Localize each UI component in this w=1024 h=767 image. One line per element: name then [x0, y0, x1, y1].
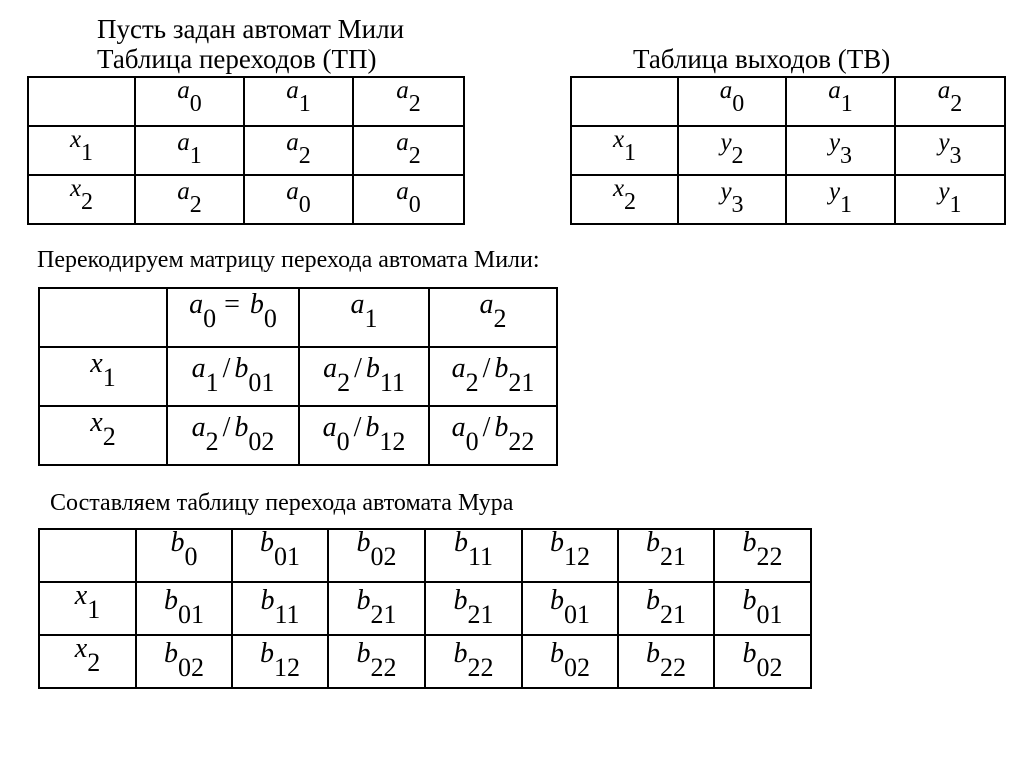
- table-cell: [232, 582, 328, 635]
- symbol-subscript: 2: [408, 143, 421, 169]
- cell-symbol: [177, 129, 202, 169]
- row-symbol: [69, 125, 94, 166]
- table-cell: [786, 175, 895, 224]
- symbol-subscript: 2: [731, 143, 744, 169]
- corner-cell: [39, 529, 136, 582]
- header-symbol: [742, 527, 783, 571]
- table-header-row: [39, 529, 811, 582]
- table-cell: [425, 582, 522, 635]
- cell-symbol: [322, 411, 406, 456]
- symbol-letter: a: [286, 178, 299, 205]
- symbol-subscript: 2: [205, 426, 219, 456]
- symbol-subscript: 1: [840, 192, 853, 218]
- slash-sign: /: [353, 411, 362, 443]
- cell-symbol: [191, 411, 275, 456]
- symbol-subscript: 0: [189, 90, 202, 117]
- symbol-letter: b: [234, 411, 249, 443]
- symbol-subscript: 0: [298, 192, 311, 218]
- table-row: [39, 582, 811, 635]
- table-row: [39, 635, 811, 688]
- header-symbol: [550, 527, 590, 571]
- cell-symbol: [323, 352, 405, 397]
- corner-cell: [571, 77, 678, 126]
- table-cell: [522, 582, 618, 635]
- symbol-letter: y: [938, 129, 950, 156]
- symbol-subscript: 0: [336, 426, 350, 456]
- header-symbol: [453, 527, 494, 571]
- cell-symbol: [550, 584, 590, 629]
- header-symbol: [356, 527, 397, 571]
- symbol-subscript: 0: [408, 192, 421, 218]
- cell-symbol: [453, 584, 494, 629]
- symbol-letter: b: [164, 637, 178, 669]
- symbol-letter: b: [494, 352, 509, 384]
- symbol-letter: b: [249, 289, 264, 320]
- symbol-subscript: 21: [370, 599, 397, 629]
- symbol-letter: a: [451, 352, 466, 384]
- symbol-letter: b: [365, 411, 380, 443]
- symbol-letter: a: [396, 76, 409, 104]
- slash-sign: /: [482, 352, 491, 384]
- header-symbol: [646, 527, 686, 571]
- symbol-letter: b: [170, 527, 185, 558]
- symbol-letter: b: [356, 637, 371, 669]
- table-cell: [135, 126, 244, 175]
- symbol-letter: a: [719, 76, 733, 104]
- symbol-letter: b: [550, 584, 564, 616]
- symbol-letter: a: [191, 411, 206, 443]
- table-cell: [136, 635, 232, 688]
- symbol-letter: b: [164, 584, 178, 616]
- symbol-subscript: 11: [379, 367, 405, 397]
- column-header: [429, 288, 557, 347]
- table-row: [28, 126, 464, 175]
- title-output-table: Таблица выходов (ТВ): [633, 44, 891, 74]
- table-cell: [895, 175, 1005, 224]
- symbol-letter: b: [356, 527, 371, 558]
- slash-sign: /: [482, 411, 491, 443]
- symbol-letter: x: [74, 580, 88, 611]
- symbol-letter: x: [90, 407, 103, 438]
- table-cell: [299, 406, 429, 465]
- cell-symbol: [260, 584, 300, 629]
- corner-cell: [39, 288, 167, 347]
- table-row: [39, 347, 557, 406]
- symbol-letter: a: [177, 178, 190, 205]
- symbol-subscript: 1: [205, 367, 219, 397]
- header-symbol: [350, 289, 378, 333]
- symbol-letter: a: [286, 76, 299, 104]
- symbol-subscript: 22: [756, 542, 783, 571]
- table-row: [28, 175, 464, 224]
- cell-symbol: [177, 178, 202, 218]
- symbol-subscript: 2: [465, 367, 479, 397]
- symbol-subscript: 01: [274, 542, 300, 571]
- symbol-subscript: 1: [87, 595, 101, 624]
- symbol-letter: a: [396, 178, 409, 205]
- cell-symbol: [260, 637, 300, 682]
- symbol-subscript: 21: [660, 542, 686, 571]
- cell-symbol: [828, 129, 853, 169]
- symbol-subscript: 2: [493, 304, 507, 333]
- symbol-letter: a: [479, 289, 494, 320]
- row-header: [39, 635, 136, 688]
- symbol-subscript: 21: [467, 599, 494, 629]
- slash-sign: /: [222, 411, 231, 443]
- symbol-letter: x: [69, 174, 82, 202]
- symbol-letter: y: [828, 129, 841, 156]
- symbol-subscript: 0: [465, 426, 479, 456]
- output-table: [570, 76, 1006, 225]
- symbol-letter: y: [828, 178, 841, 205]
- cell-symbol: [453, 637, 494, 682]
- symbol-subscript: 22: [467, 652, 494, 682]
- title-recode: Перекодируем матрицу перехода автомата Мили:: [37, 247, 540, 273]
- row-symbol: [90, 407, 116, 451]
- symbol-letter: a: [177, 129, 190, 156]
- symbol-subscript: 01: [564, 599, 590, 629]
- symbol-subscript: 3: [949, 143, 962, 169]
- header-symbol: [260, 527, 300, 571]
- cell-symbol: [356, 637, 397, 682]
- table-cell: [328, 582, 425, 635]
- moore-table: [38, 528, 812, 689]
- header-symbol: [170, 527, 198, 571]
- equals-sign: =: [224, 289, 240, 320]
- symbol-subscript: 1: [81, 139, 94, 166]
- symbol-subscript: 02: [756, 652, 783, 682]
- column-header: [353, 77, 464, 126]
- column-header: [232, 529, 328, 582]
- table-cell: [714, 635, 811, 688]
- cell-symbol: [286, 178, 311, 218]
- table-cell: [167, 406, 299, 465]
- header-symbol: [828, 76, 853, 117]
- column-header: [136, 529, 232, 582]
- header-symbol: [479, 289, 507, 333]
- row-symbol: [74, 580, 101, 624]
- cell-symbol: [286, 129, 311, 169]
- title-transition-table: Таблица переходов (ТП): [97, 44, 377, 74]
- symbol-subscript: 01: [756, 599, 783, 629]
- symbol-letter: a: [322, 411, 337, 443]
- symbol-subscript: 0: [184, 542, 198, 571]
- transition-table: [27, 76, 465, 225]
- symbol-letter: b: [494, 411, 509, 443]
- symbol-subscript: 01: [178, 599, 204, 629]
- symbol-letter: b: [365, 352, 380, 384]
- symbol-subscript: 1: [949, 192, 962, 218]
- table-cell: [328, 635, 425, 688]
- symbol-letter: b: [646, 584, 660, 616]
- table-header-row: [39, 288, 557, 347]
- cell-symbol: [550, 637, 590, 682]
- cell-symbol: [396, 178, 421, 218]
- symbol-subscript: 11: [467, 542, 494, 571]
- symbol-subscript: 2: [87, 648, 101, 677]
- cell-symbol: [646, 637, 686, 682]
- row-header: [28, 126, 135, 175]
- column-header: [678, 77, 786, 126]
- table-cell: [678, 126, 786, 175]
- symbol-subscript: 22: [508, 426, 535, 456]
- table-cell: [136, 582, 232, 635]
- symbol-letter: b: [646, 527, 660, 558]
- symbol-letter: x: [612, 125, 625, 153]
- row-header: [39, 582, 136, 635]
- column-header: [244, 77, 353, 126]
- symbol-subscript: 12: [379, 426, 406, 456]
- symbol-letter: b: [550, 637, 564, 669]
- cell-symbol: [164, 584, 204, 629]
- symbol-letter: b: [234, 352, 249, 384]
- symbol-subscript: 2: [624, 188, 637, 215]
- symbol-subscript: 21: [660, 599, 686, 629]
- symbol-subscript: 02: [564, 652, 590, 682]
- cell-symbol: [451, 411, 535, 456]
- symbol-letter: b: [260, 637, 274, 669]
- symbol-subscript: 3: [731, 192, 744, 218]
- header-symbol: [286, 76, 311, 117]
- header-symbol: [719, 76, 745, 117]
- symbol-subscript: 2: [189, 192, 202, 218]
- row-header: [28, 175, 135, 224]
- title-moore: Составляем таблицу перехода автомата Мура: [50, 490, 514, 516]
- cell-symbol: [164, 637, 204, 682]
- table-cell: [167, 347, 299, 406]
- symbol-letter: b: [742, 584, 757, 616]
- table-cell: [244, 126, 353, 175]
- symbol-letter: a: [350, 289, 365, 320]
- column-header: [618, 529, 714, 582]
- row-symbol: [69, 174, 94, 215]
- symbol-letter: b: [453, 527, 468, 558]
- cell-symbol: [742, 584, 783, 629]
- symbol-letter: b: [453, 584, 468, 616]
- symbol-letter: x: [69, 125, 82, 153]
- column-header: [895, 77, 1005, 126]
- symbol-letter: a: [189, 289, 204, 320]
- symbol-subscript: 21: [508, 367, 535, 397]
- cell-symbol: [396, 129, 421, 169]
- symbol-subscript: 3: [840, 143, 853, 169]
- symbol-subscript: 02: [178, 652, 204, 682]
- table-cell: [786, 126, 895, 175]
- row-symbol: [74, 633, 101, 677]
- symbol-letter: x: [90, 348, 103, 379]
- table-cell: [522, 635, 618, 688]
- title-line-1: Пусть задан автомат Мили: [97, 14, 405, 44]
- symbol-letter: x: [74, 633, 88, 664]
- cell-symbol: [356, 584, 397, 629]
- symbol-subscript: 22: [370, 652, 397, 682]
- symbol-letter: b: [742, 637, 757, 669]
- symbol-subscript: 2: [337, 367, 351, 397]
- symbol-subscript: 12: [274, 652, 300, 682]
- cell-symbol: [646, 584, 686, 629]
- symbol-subscript: 1: [102, 363, 116, 392]
- symbol-subscript: 11: [274, 599, 300, 629]
- slash-sign: /: [222, 352, 231, 384]
- column-header: [328, 529, 425, 582]
- column-header: [425, 529, 522, 582]
- symbol-letter: b: [550, 527, 564, 558]
- symbol-subscript: 2: [408, 90, 421, 117]
- symbol-letter: a: [451, 411, 466, 443]
- symbol-letter: a: [286, 129, 299, 156]
- table-cell: [714, 582, 811, 635]
- symbol-letter: b: [260, 527, 274, 558]
- symbol-subscript: 0: [732, 90, 745, 117]
- cell-symbol: [742, 637, 783, 682]
- symbol-letter: y: [720, 178, 732, 205]
- table-cell: [425, 635, 522, 688]
- row-symbol: [612, 174, 637, 215]
- table-cell: [618, 582, 714, 635]
- row-symbol: [612, 125, 637, 166]
- row-symbol: [90, 348, 116, 392]
- symbol-letter: a: [937, 76, 951, 104]
- symbol-letter: b: [453, 637, 468, 669]
- symbol-letter: a: [177, 76, 190, 104]
- row-header: [39, 406, 167, 465]
- symbol-subscript: 1: [364, 304, 378, 333]
- table-cell: [429, 406, 557, 465]
- column-header: [714, 529, 811, 582]
- column-header: [522, 529, 618, 582]
- cell-symbol: [191, 352, 275, 397]
- table-cell: [299, 347, 429, 406]
- cell-symbol: [451, 352, 535, 397]
- row-header: [571, 175, 678, 224]
- symbol-letter: x: [612, 174, 625, 202]
- table-row: [39, 406, 557, 465]
- symbol-subscript: 2: [81, 188, 94, 215]
- symbol-letter: a: [323, 352, 338, 384]
- column-header: [167, 288, 299, 347]
- header-symbol: [189, 289, 277, 333]
- symbol-subscript: 1: [298, 90, 311, 117]
- symbol-subscript: 01: [248, 367, 275, 397]
- cell-symbol: [938, 178, 962, 218]
- cell-symbol: [828, 178, 853, 218]
- symbol-subscript: 02: [248, 426, 275, 456]
- cell-symbol: [938, 129, 962, 169]
- symbol-letter: y: [720, 129, 732, 156]
- recoded-table: [38, 287, 558, 466]
- row-header: [571, 126, 678, 175]
- slash-sign: /: [354, 352, 362, 384]
- column-header: [299, 288, 429, 347]
- symbol-subscript: 0: [203, 304, 217, 333]
- table-cell: [429, 347, 557, 406]
- table-cell: [135, 175, 244, 224]
- table-cell: [618, 635, 714, 688]
- table-row: [571, 126, 1005, 175]
- symbol-subscript: 1: [189, 143, 202, 169]
- column-header: [135, 77, 244, 126]
- table-cell: [232, 635, 328, 688]
- symbol-letter: a: [396, 129, 409, 156]
- symbol-letter: b: [260, 584, 275, 616]
- header-symbol: [177, 76, 202, 117]
- symbol-subscript: 12: [564, 542, 590, 571]
- table-cell: [244, 175, 353, 224]
- table-cell: [353, 126, 464, 175]
- header-symbol: [396, 76, 421, 117]
- symbol-subscript: 2: [950, 90, 963, 117]
- symbol-subscript: 1: [840, 90, 853, 117]
- symbol-letter: a: [191, 352, 206, 384]
- symbol-letter: b: [646, 637, 660, 669]
- corner-cell: [28, 77, 135, 126]
- symbol-letter: b: [356, 584, 371, 616]
- symbol-subscript: 02: [370, 542, 397, 571]
- symbol-letter: a: [828, 76, 841, 104]
- table-header-row: [28, 77, 464, 126]
- header-symbol: [937, 76, 963, 117]
- symbol-subscript: 2: [298, 143, 311, 169]
- table-cell: [353, 175, 464, 224]
- symbol-letter: y: [938, 178, 950, 205]
- table-row: [571, 175, 1005, 224]
- cell-symbol: [720, 178, 744, 218]
- table-cell: [895, 126, 1005, 175]
- table-cell: [678, 175, 786, 224]
- symbol-subscript: 22: [660, 652, 686, 682]
- symbol-subscript: 2: [102, 422, 116, 451]
- cell-symbol: [720, 129, 744, 169]
- table-header-row: [571, 77, 1005, 126]
- symbol-subscript: 1: [624, 139, 637, 166]
- symbol-subscript: 0: [263, 304, 277, 333]
- column-header: [786, 77, 895, 126]
- row-header: [39, 347, 167, 406]
- symbol-letter: b: [742, 527, 757, 558]
